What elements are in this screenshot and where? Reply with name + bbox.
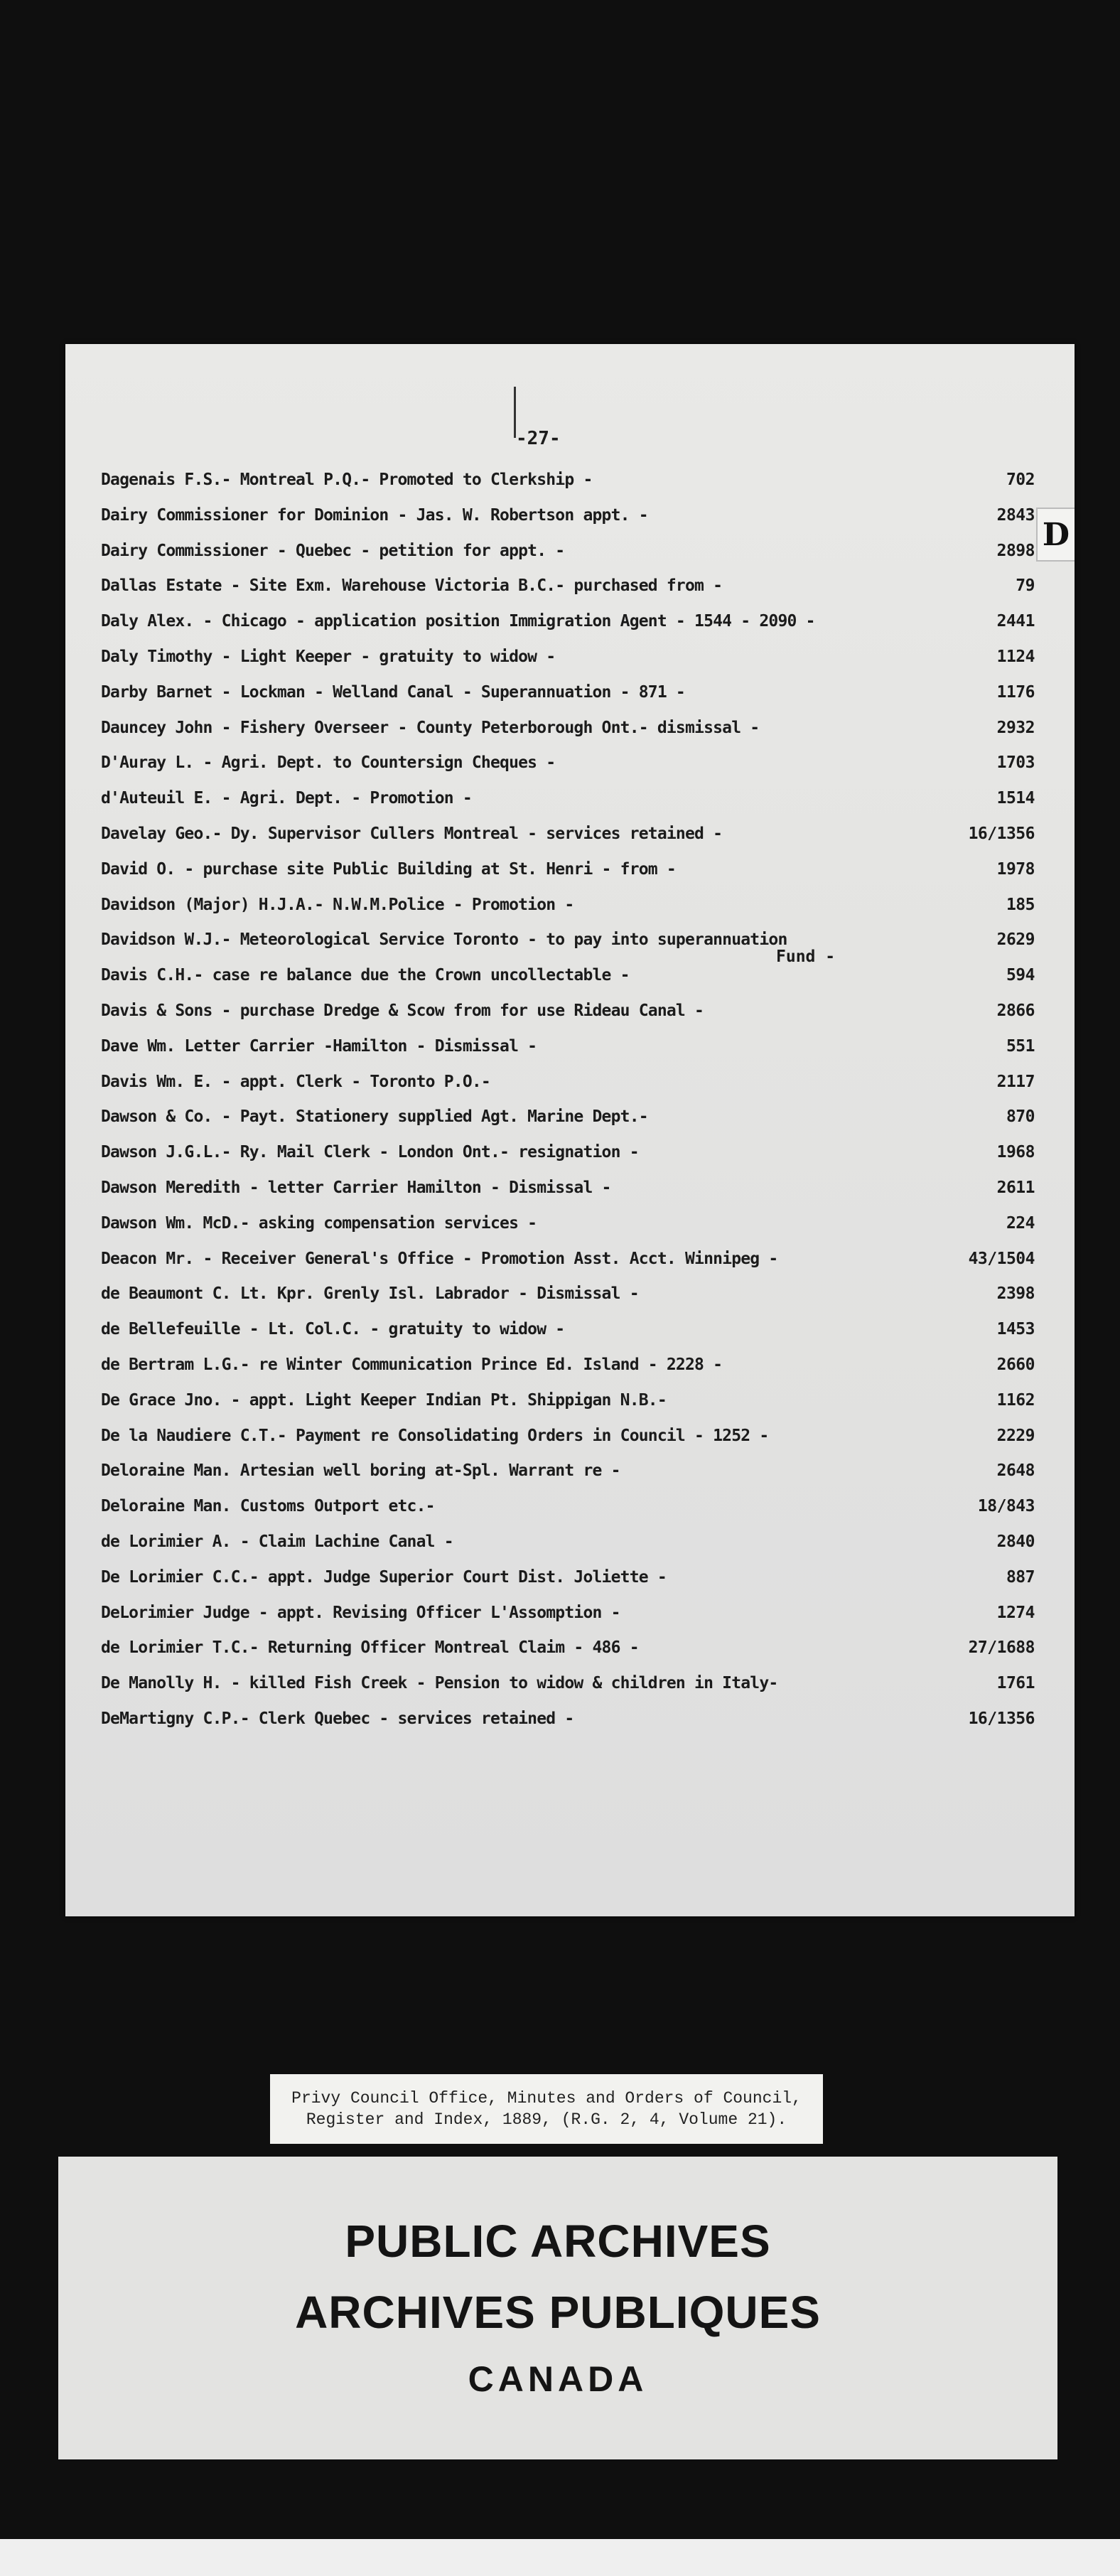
index-page: [65, 344, 1075, 1916]
entry-reference: 16/1356: [968, 824, 1035, 843]
entry-reference: 2648: [996, 1461, 1035, 1481]
index-entry: [101, 1427, 1075, 1462]
index-entry: [101, 1568, 1075, 1604]
caption-line-2: Register and Index, 1889, (R.G. 2, 4, Volume 21).: [306, 2110, 787, 2129]
entry-reference: 2117: [996, 1072, 1035, 1091]
entry-reference: 2398: [996, 1284, 1035, 1304]
entry-reference: 1968: [996, 1143, 1035, 1162]
entry-text: Dairy Commissioner for Dominion - Jas. W. Robertson appt. -: [101, 505, 648, 525]
entry-text: Davis C.H.- case re balance due the Crown uncollectable -: [101, 966, 630, 985]
index-entries: [101, 471, 1075, 1745]
index-entry: [101, 1638, 1075, 1674]
index-entry: [101, 1533, 1075, 1568]
entry-reference: 2660: [996, 1355, 1035, 1374]
index-entry: [101, 1107, 1075, 1143]
entry-reference: 1761: [996, 1674, 1035, 1693]
entry-reference: 551: [1006, 1036, 1035, 1056]
entry-text: D'Auray L. - Agri. Dept. to Countersign Cheques -: [101, 753, 556, 773]
index-entry: [101, 542, 1075, 577]
entry-text: De Manolly H. - killed Fish Creek - Pension to widow & children in Italy-: [101, 1674, 778, 1693]
index-entry: [101, 753, 1075, 789]
entry-text: Darby Barnet - Lockman - Welland Canal - Superannuation - 871 -: [101, 682, 685, 702]
index-entry: [101, 825, 1075, 860]
entry-reference: 2866: [996, 1001, 1035, 1020]
index-tab-letter: D: [1036, 508, 1075, 562]
index-entry: [101, 789, 1075, 825]
entry-text: De Lorimier C.C.- appt. Judge Superior Court Dist. Joliette -: [101, 1567, 667, 1587]
caption-line-1: Privy Council Office, Minutes and Orders of Council,: [291, 2089, 802, 2108]
entry-reference: 2840: [996, 1532, 1035, 1551]
entry-reference: 1703: [996, 753, 1035, 773]
entry-text: d'Auteuil E. - Agri. Dept. - Promotion -: [101, 789, 472, 808]
entry-text: de Lorimier T.C.- Returning Officer Montreal Claim - 486 -: [101, 1638, 639, 1658]
index-entry: [101, 1674, 1075, 1710]
index-entry: [101, 1250, 1075, 1285]
stamp-line-3: CANADA: [468, 2359, 648, 2399]
index-entry: [101, 1320, 1075, 1356]
index-entry: [101, 1284, 1075, 1320]
entry-text: Dave Wm. Letter Carrier -Hamilton - Dismissal -: [101, 1036, 537, 1056]
entry-reference: 1124: [996, 647, 1035, 666]
index-entry: [101, 683, 1075, 719]
entry-text: Davelay Geo.- Dy. Supervisor Cullers Montreal - services retained -: [101, 824, 723, 843]
entry-text: DeLorimier Judge - appt. Revising Officer L'Assomption -: [101, 1603, 620, 1622]
index-entry: [101, 612, 1075, 648]
entry-reference: 2932: [996, 718, 1035, 737]
index-entry: [101, 1497, 1075, 1533]
entry-reference: 1162: [996, 1390, 1035, 1410]
entry-reference: 887: [1006, 1567, 1035, 1587]
entry-text: DeMartigny C.P.- Clerk Quebec - services retained -: [101, 1709, 574, 1728]
entry-text: Dawson & Co. - Payt. Stationery supplied Agt. Marine Dept.-: [101, 1107, 648, 1127]
entry-subtext: Fund -: [776, 948, 836, 967]
entry-reference: 2898: [996, 541, 1035, 560]
entry-reference: 27/1688: [968, 1638, 1035, 1658]
index-entry: [101, 719, 1075, 754]
entry-reference: 43/1504: [968, 1249, 1035, 1268]
index-entry: [101, 1604, 1075, 1639]
entry-reference: 2441: [996, 612, 1035, 631]
index-entry: [101, 1037, 1075, 1073]
entry-text: Davidson (Major) H.J.A.- N.W.M.Police - Promotion -: [101, 895, 574, 914]
index-entry: [101, 648, 1075, 683]
entry-text: Davis Wm. E. - appt. Clerk - Toronto P.O.-: [101, 1072, 490, 1091]
stamp-line-2: ARCHIVES PUBLIQUES: [295, 2287, 821, 2338]
entry-text: Dawson Meredith - letter Carrier Hamilton - Dismissal -: [101, 1178, 611, 1197]
entry-text: Davis & Sons - purchase Dredge & Scow from for use Rideau Canal -: [101, 1001, 704, 1020]
index-entry: [101, 506, 1075, 542]
entry-text: David O. - purchase site Public Building at St. Henri - from -: [101, 859, 676, 879]
index-entry: [101, 1391, 1075, 1427]
index-entry: [101, 1179, 1075, 1214]
index-entry: [101, 896, 1075, 931]
index-entry: [101, 1461, 1075, 1497]
index-entry: [101, 1214, 1075, 1250]
entry-text: De Grace Jno. - appt. Light Keeper Indian Pt. Shippigan N.B.-: [101, 1390, 667, 1410]
entry-text: Dairy Commissioner - Quebec - petition for appt. -: [101, 541, 565, 560]
entry-text: de Bertram L.G.- re Winter Communication Prince Ed. Island - 2228 -: [101, 1355, 723, 1374]
page-number: -27-: [516, 428, 561, 449]
entry-reference: 870: [1006, 1107, 1035, 1127]
entry-text: Dawson J.G.L.- Ry. Mail Clerk - London Ont.- resignation -: [101, 1143, 639, 1162]
index-entry: [101, 1356, 1075, 1391]
entry-reference: 594: [1006, 966, 1035, 985]
entry-reference: 2843: [996, 505, 1035, 525]
entry-reference: 1176: [996, 682, 1035, 702]
entry-reference: 1453: [996, 1320, 1035, 1339]
entry-reference: 2611: [996, 1178, 1035, 1197]
entry-reference: 1514: [996, 789, 1035, 808]
entry-text: Dawson Wm. McD.- asking compensation services -: [101, 1213, 537, 1233]
entry-reference: 702: [1006, 471, 1035, 489]
index-entry: [101, 471, 1075, 506]
entry-text: Deloraine Man. Customs Outport etc.-: [101, 1497, 435, 1516]
entry-text: Dagenais F.S.- Montreal P.Q.- Promoted to Clerkship -: [101, 471, 593, 489]
entry-text: De la Naudiere C.T.- Payment re Consolidating Orders in Council - 1252 -: [101, 1426, 769, 1445]
entry-text: Daly Timothy - Light Keeper - gratuity to widow -: [101, 647, 556, 666]
entry-reference: 18/843: [977, 1497, 1035, 1516]
entry-reference: 16/1356: [968, 1709, 1035, 1728]
entry-reference: 224: [1006, 1213, 1035, 1233]
entry-text: Deloraine Man. Artesian well boring at-Spl. Warrant re -: [101, 1461, 620, 1481]
entry-text: Dauncey John - Fishery Overseer - County Peterborough Ont.- dismissal -: [101, 718, 760, 737]
entry-text: de Beaumont C. Lt. Kpr. Grenly Isl. Labrador - Dismissal -: [101, 1284, 639, 1304]
index-entry: [101, 1073, 1075, 1108]
entry-text: Dallas Estate - Site Exm. Warehouse Victoria B.C.- purchased from -: [101, 576, 723, 596]
entry-text: Daly Alex. - Chicago - application position Immigration Agent - 1544 - 2090 -: [101, 612, 815, 631]
archives-stamp: [58, 2157, 1057, 2459]
entry-reference: 1978: [996, 859, 1035, 879]
bottom-strip: [0, 2539, 1120, 2576]
entry-reference: 1274: [996, 1603, 1035, 1622]
index-entry: [101, 930, 1075, 966]
entry-text: Davidson W.J.- Meteorological Service Toronto - to pay into superannuation: [101, 930, 787, 950]
entry-reference: 2229: [996, 1426, 1035, 1445]
entry-reference: 79: [1016, 576, 1035, 596]
stamp-line-1: PUBLIC ARCHIVES: [345, 2216, 771, 2267]
index-entry: [101, 1002, 1075, 1037]
index-entry: [101, 966, 1075, 1002]
index-entry: [101, 1710, 1075, 1745]
entry-text: de Lorimier A. - Claim Lachine Canal -: [101, 1532, 453, 1551]
index-entry: [101, 860, 1075, 896]
entry-text: de Bellefeuille - Lt. Col.C. - gratuity to widow -: [101, 1320, 565, 1339]
source-caption: [270, 2074, 823, 2144]
entry-reference: 185: [1006, 895, 1035, 914]
entry-reference: 2629: [996, 930, 1035, 950]
index-entry: [101, 1143, 1075, 1179]
entry-text: Deacon Mr. - Receiver General's Office - Promotion Asst. Acct. Winnipeg -: [101, 1249, 778, 1268]
index-entry: [101, 576, 1075, 612]
